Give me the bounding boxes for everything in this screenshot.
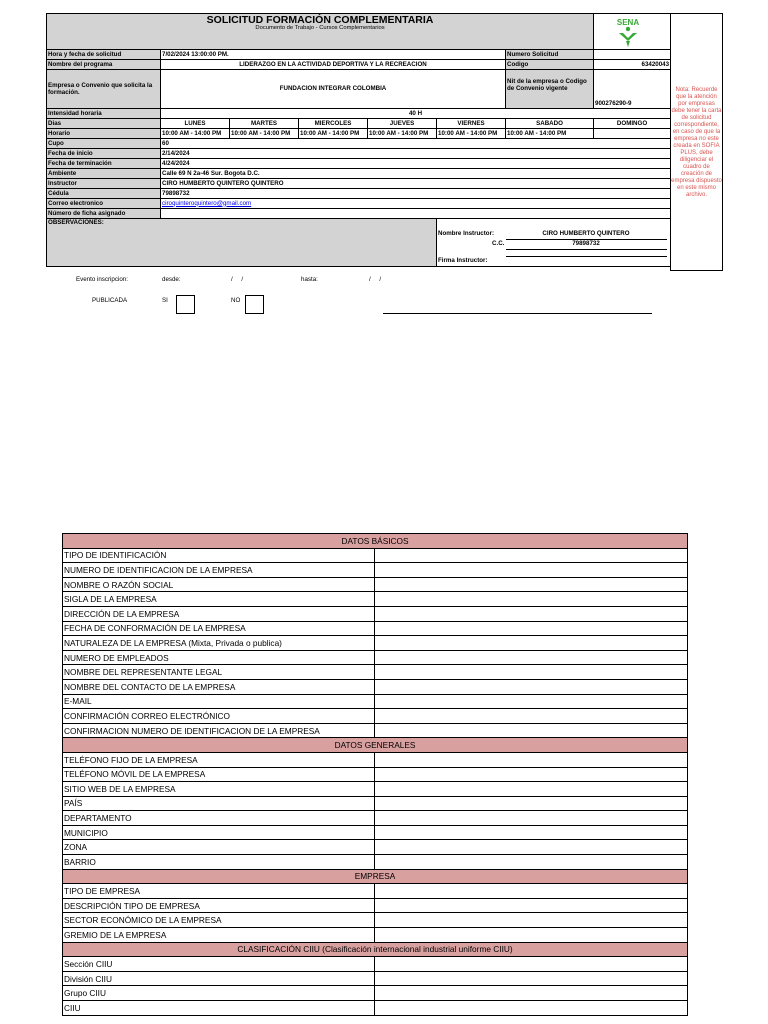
field-label: NATURALEZA DE LA EMPRESA (Mixta, Privada o publica) [63, 636, 375, 651]
cc-label: C.C. [492, 240, 505, 247]
publicada-label: PUBLICADA [92, 297, 128, 304]
codigo-value: 63420043 [594, 60, 671, 70]
table-row [63, 855, 688, 870]
field-value-input[interactable] [375, 665, 688, 680]
evento-hasta: hasta: [301, 276, 318, 283]
field-label: CONFIRMACIÓN CORREO ELECTRÓNICO [63, 709, 375, 724]
field-value-input[interactable] [375, 679, 688, 694]
table-row [63, 767, 688, 782]
table-row [63, 592, 688, 607]
publicada-no-label: NO [231, 297, 241, 304]
intensidad-label: Intensidad horaria [47, 109, 161, 119]
intensidad-value: 40 H [161, 109, 671, 119]
datos-empresa-table [62, 533, 688, 1016]
section-header: CLASIFICACIÓN CIIU (Clasificación internacional industrial uniforme CIIU) [63, 942, 688, 957]
empresa-value: FUNDACION INTEGRAR COLOMBIA [161, 70, 506, 109]
field-label: TIPO DE EMPRESA [63, 884, 375, 899]
field-value-input[interactable] [375, 986, 688, 1001]
evento-hasta-fecha: / / [369, 276, 382, 283]
nota-recuerde: Nota: Recuerde que la atención por empresas debe tener la carta de solicitud correspondiente, en caso de que la empresa no este creada en SOFIA PLUS, debe diligenciar el cuadro de creación de empresa dispuesto en este mismo archivo. [670, 13, 723, 271]
inicio-label: Fecha de inicio [47, 149, 161, 159]
field-label: NOMBRE DEL REPRESENTANTE LEGAL [63, 665, 375, 680]
field-label: MUNICIPIO [63, 825, 375, 840]
codigo-label: Codigo [506, 60, 594, 70]
field-value-input[interactable] [375, 884, 688, 899]
field-label: SITIO WEB DE LA EMPRESA [63, 782, 375, 797]
field-label: TELÉFONO FIJO DE LA EMPRESA [63, 752, 375, 767]
nit-value: 900276290-9 [594, 70, 671, 109]
publicada-no-checkbox[interactable] [245, 295, 264, 314]
table-row [63, 796, 688, 811]
ambiente-label: Ambiente [47, 169, 161, 179]
sena-logo [597, 14, 669, 49]
day-jueves: JUEVES [368, 119, 437, 129]
field-label: NUMERO DE EMPLEADOS [63, 650, 375, 665]
table-row [63, 709, 688, 724]
field-value-input[interactable] [375, 563, 688, 578]
field-value-input[interactable] [375, 825, 688, 840]
field-label: TIPO DE IDENTIFICACIÓN [63, 548, 375, 563]
field-value-input[interactable] [375, 928, 688, 943]
field-label: División CIIU [63, 971, 375, 986]
field-label: NOMBRE O RAZÓN SOCIAL [63, 577, 375, 592]
table-row [63, 957, 688, 972]
field-label: Sección CIIU [63, 957, 375, 972]
table-row [63, 665, 688, 680]
field-value-input[interactable] [375, 811, 688, 826]
instructor-value: CIRO HUMBERTO QUINTERO QUINTERO [161, 179, 671, 189]
field-label: ZONA [63, 840, 375, 855]
table-row [63, 752, 688, 767]
field-value-input[interactable] [375, 592, 688, 607]
field-value-input[interactable] [375, 782, 688, 797]
field-value-input[interactable] [375, 723, 688, 738]
day-lunes: LUNES [161, 119, 230, 129]
nombre-line [506, 239, 667, 240]
fin-value: 4/24/2024 [161, 159, 671, 169]
inicio-value: 2/14/2024 [161, 149, 671, 159]
hour-jueves: 10:00 AM - 14:00 PM [368, 129, 437, 139]
ficha-value [161, 209, 671, 219]
numero-solicitud-value [594, 50, 671, 60]
field-label: DIRECCIÓN DE LA EMPRESA [63, 606, 375, 621]
solicitud-form [46, 13, 671, 267]
field-label: SECTOR ECONÓMICO DE LA EMPRESA [63, 913, 375, 928]
horario-label: Horario [47, 129, 161, 139]
hora-fecha-label: Hora y fecha de solicitud [47, 50, 161, 60]
field-label: BARRIO [63, 855, 375, 870]
table-row [63, 782, 688, 797]
field-label: NOMBRE DEL CONTACTO DE LA EMPRESA [63, 679, 375, 694]
field-label: TELÉFONO MÓVIL DE LA EMPRESA [63, 767, 375, 782]
cupo-label: Cupo [47, 139, 161, 149]
nit-label: Nit de la empresa o Codigo de Convenio vigente [506, 70, 594, 109]
table-row [63, 971, 688, 986]
form-title-cell [47, 14, 594, 50]
ficha-label: Número de ficha asignado [47, 209, 161, 219]
table-row [63, 694, 688, 709]
observaciones-label: OBSERVACIONES: [47, 219, 437, 267]
ambiente-value: Calle 69 N 2a-46 Sur. Bogota D.C. [161, 169, 671, 179]
cc-line [506, 249, 667, 250]
table-row [63, 928, 688, 943]
hour-lunes: 10:00 AM - 14:00 PM [161, 129, 230, 139]
field-value-input[interactable] [375, 971, 688, 986]
cedula-label: Cédula [47, 189, 161, 199]
table-row [63, 606, 688, 621]
fin-label: Fecha de terminación [47, 159, 161, 169]
field-value-input[interactable] [375, 796, 688, 811]
table-row [63, 650, 688, 665]
field-label: SIGLA DE LA EMPRESA [63, 592, 375, 607]
field-value-input[interactable] [375, 621, 688, 636]
field-value-input[interactable] [375, 709, 688, 724]
table-row [63, 986, 688, 1001]
correo-label: Correo electronico [47, 199, 161, 209]
section-header: EMPRESA [63, 869, 688, 884]
field-label: GREMIO DE LA EMPRESA [63, 928, 375, 943]
field-value-input[interactable] [375, 957, 688, 972]
hour-miercoles: 10:00 AM - 14:00 PM [299, 129, 368, 139]
table-row [63, 563, 688, 578]
table-row [63, 723, 688, 738]
field-value-input[interactable] [375, 898, 688, 913]
numero-solicitud-label: Numero Solicitud [506, 50, 594, 60]
programa-label: Nombre del programa [47, 60, 161, 70]
publicada-si-label: SI [162, 297, 168, 304]
firma-line [506, 256, 667, 257]
table-row [63, 577, 688, 592]
table-row [63, 825, 688, 840]
table-row [63, 636, 688, 651]
field-value-input[interactable] [375, 855, 688, 870]
section-header: DATOS GENERALES [63, 738, 688, 753]
day-miercoles: MIERCOLES [299, 119, 368, 129]
sena-logo-text: SENA [616, 18, 640, 27]
field-label: CIIU [63, 1001, 375, 1016]
field-label: DESCRIPCIÓN TIPO DE EMPRESA [63, 898, 375, 913]
programa-value: LIDERAZGO EN LA ACTIVIDAD DEPORTIVA Y LA RECREACION [161, 60, 506, 70]
field-label: E-MAIL [63, 694, 375, 709]
day-domingo: DOMINGO [594, 119, 671, 129]
table-row [63, 548, 688, 563]
field-label: CONFIRMACION NUMERO DE IDENTIFICACION DE LA EMPRESA [63, 723, 375, 738]
hour-domingo [594, 129, 671, 139]
table-row [63, 840, 688, 855]
field-label: DEPARTAMENTO [63, 811, 375, 826]
cedula-value: 79898732 [161, 189, 671, 199]
field-label: FECHA DE CONFORMACIÓN DE LA EMPRESA [63, 621, 375, 636]
dias-label: Dias [47, 119, 161, 129]
field-value-input[interactable] [375, 767, 688, 782]
evento-desde: desde: [162, 276, 181, 283]
field-value-input[interactable] [375, 650, 688, 665]
instructor-label: Instructor [47, 179, 161, 189]
nombre-instructor-label: Nombre Instructor: [438, 230, 495, 237]
table-row [63, 679, 688, 694]
cc-value: 79898732 [572, 240, 600, 247]
field-value-input[interactable] [375, 1001, 688, 1016]
hour-martes: 10:00 AM - 14:00 PM [230, 129, 299, 139]
field-label: Grupo CIIU [63, 986, 375, 1001]
field-value-input[interactable] [375, 913, 688, 928]
publicada-si-checkbox[interactable] [176, 295, 195, 314]
table-row [63, 621, 688, 636]
day-viernes: VIERNES [437, 119, 506, 129]
hour-sabado: 10:00 AM - 14:00 PM [506, 129, 594, 139]
field-value-input[interactable] [375, 636, 688, 651]
evento-desde-fecha: / / [231, 276, 244, 283]
empresa-label: Empresa o Convenio que solicita la formación. [47, 70, 161, 109]
hour-viernes: 10:00 AM - 14:00 PM [437, 129, 506, 139]
field-value-input[interactable] [375, 606, 688, 621]
day-martes: MARTES [230, 119, 299, 129]
nombre-instructor-value: CIRO HUMBERTO QUINTERO [542, 230, 630, 237]
section-header: DATOS BÁSICOS [63, 534, 688, 549]
table-row [63, 811, 688, 826]
field-value-input[interactable] [375, 840, 688, 855]
field-value-input[interactable] [375, 548, 688, 563]
table-row [63, 913, 688, 928]
field-value-input[interactable] [375, 694, 688, 709]
firma-label: Firma Instructor: [438, 257, 488, 264]
hora-fecha-value: 7/02/2024 13:00:00 PM. [161, 50, 506, 60]
form-subtitle: Documento de Trabajo - Cursos Complementarios [255, 25, 385, 31]
signature-line [383, 313, 652, 314]
field-value-input[interactable] [375, 577, 688, 592]
firma-block [437, 219, 671, 267]
field-label: NUMERO DE IDENTIFICACION DE LA EMPRESA [63, 563, 375, 578]
field-label: PAÍS [63, 796, 375, 811]
cupo-value: 60 [161, 139, 671, 149]
correo-link[interactable]: ciroquinteroquintero@gmail.com [162, 199, 252, 207]
form-title: SOLICITUD FORMACIÓN COMPLEMENTARIA [206, 14, 434, 26]
table-row [63, 898, 688, 913]
table-row [63, 1001, 688, 1016]
field-value-input[interactable] [375, 752, 688, 767]
day-sabado: SABADO [506, 119, 594, 129]
table-row [63, 884, 688, 899]
evento-label: Evento inscripcion: [76, 276, 128, 283]
